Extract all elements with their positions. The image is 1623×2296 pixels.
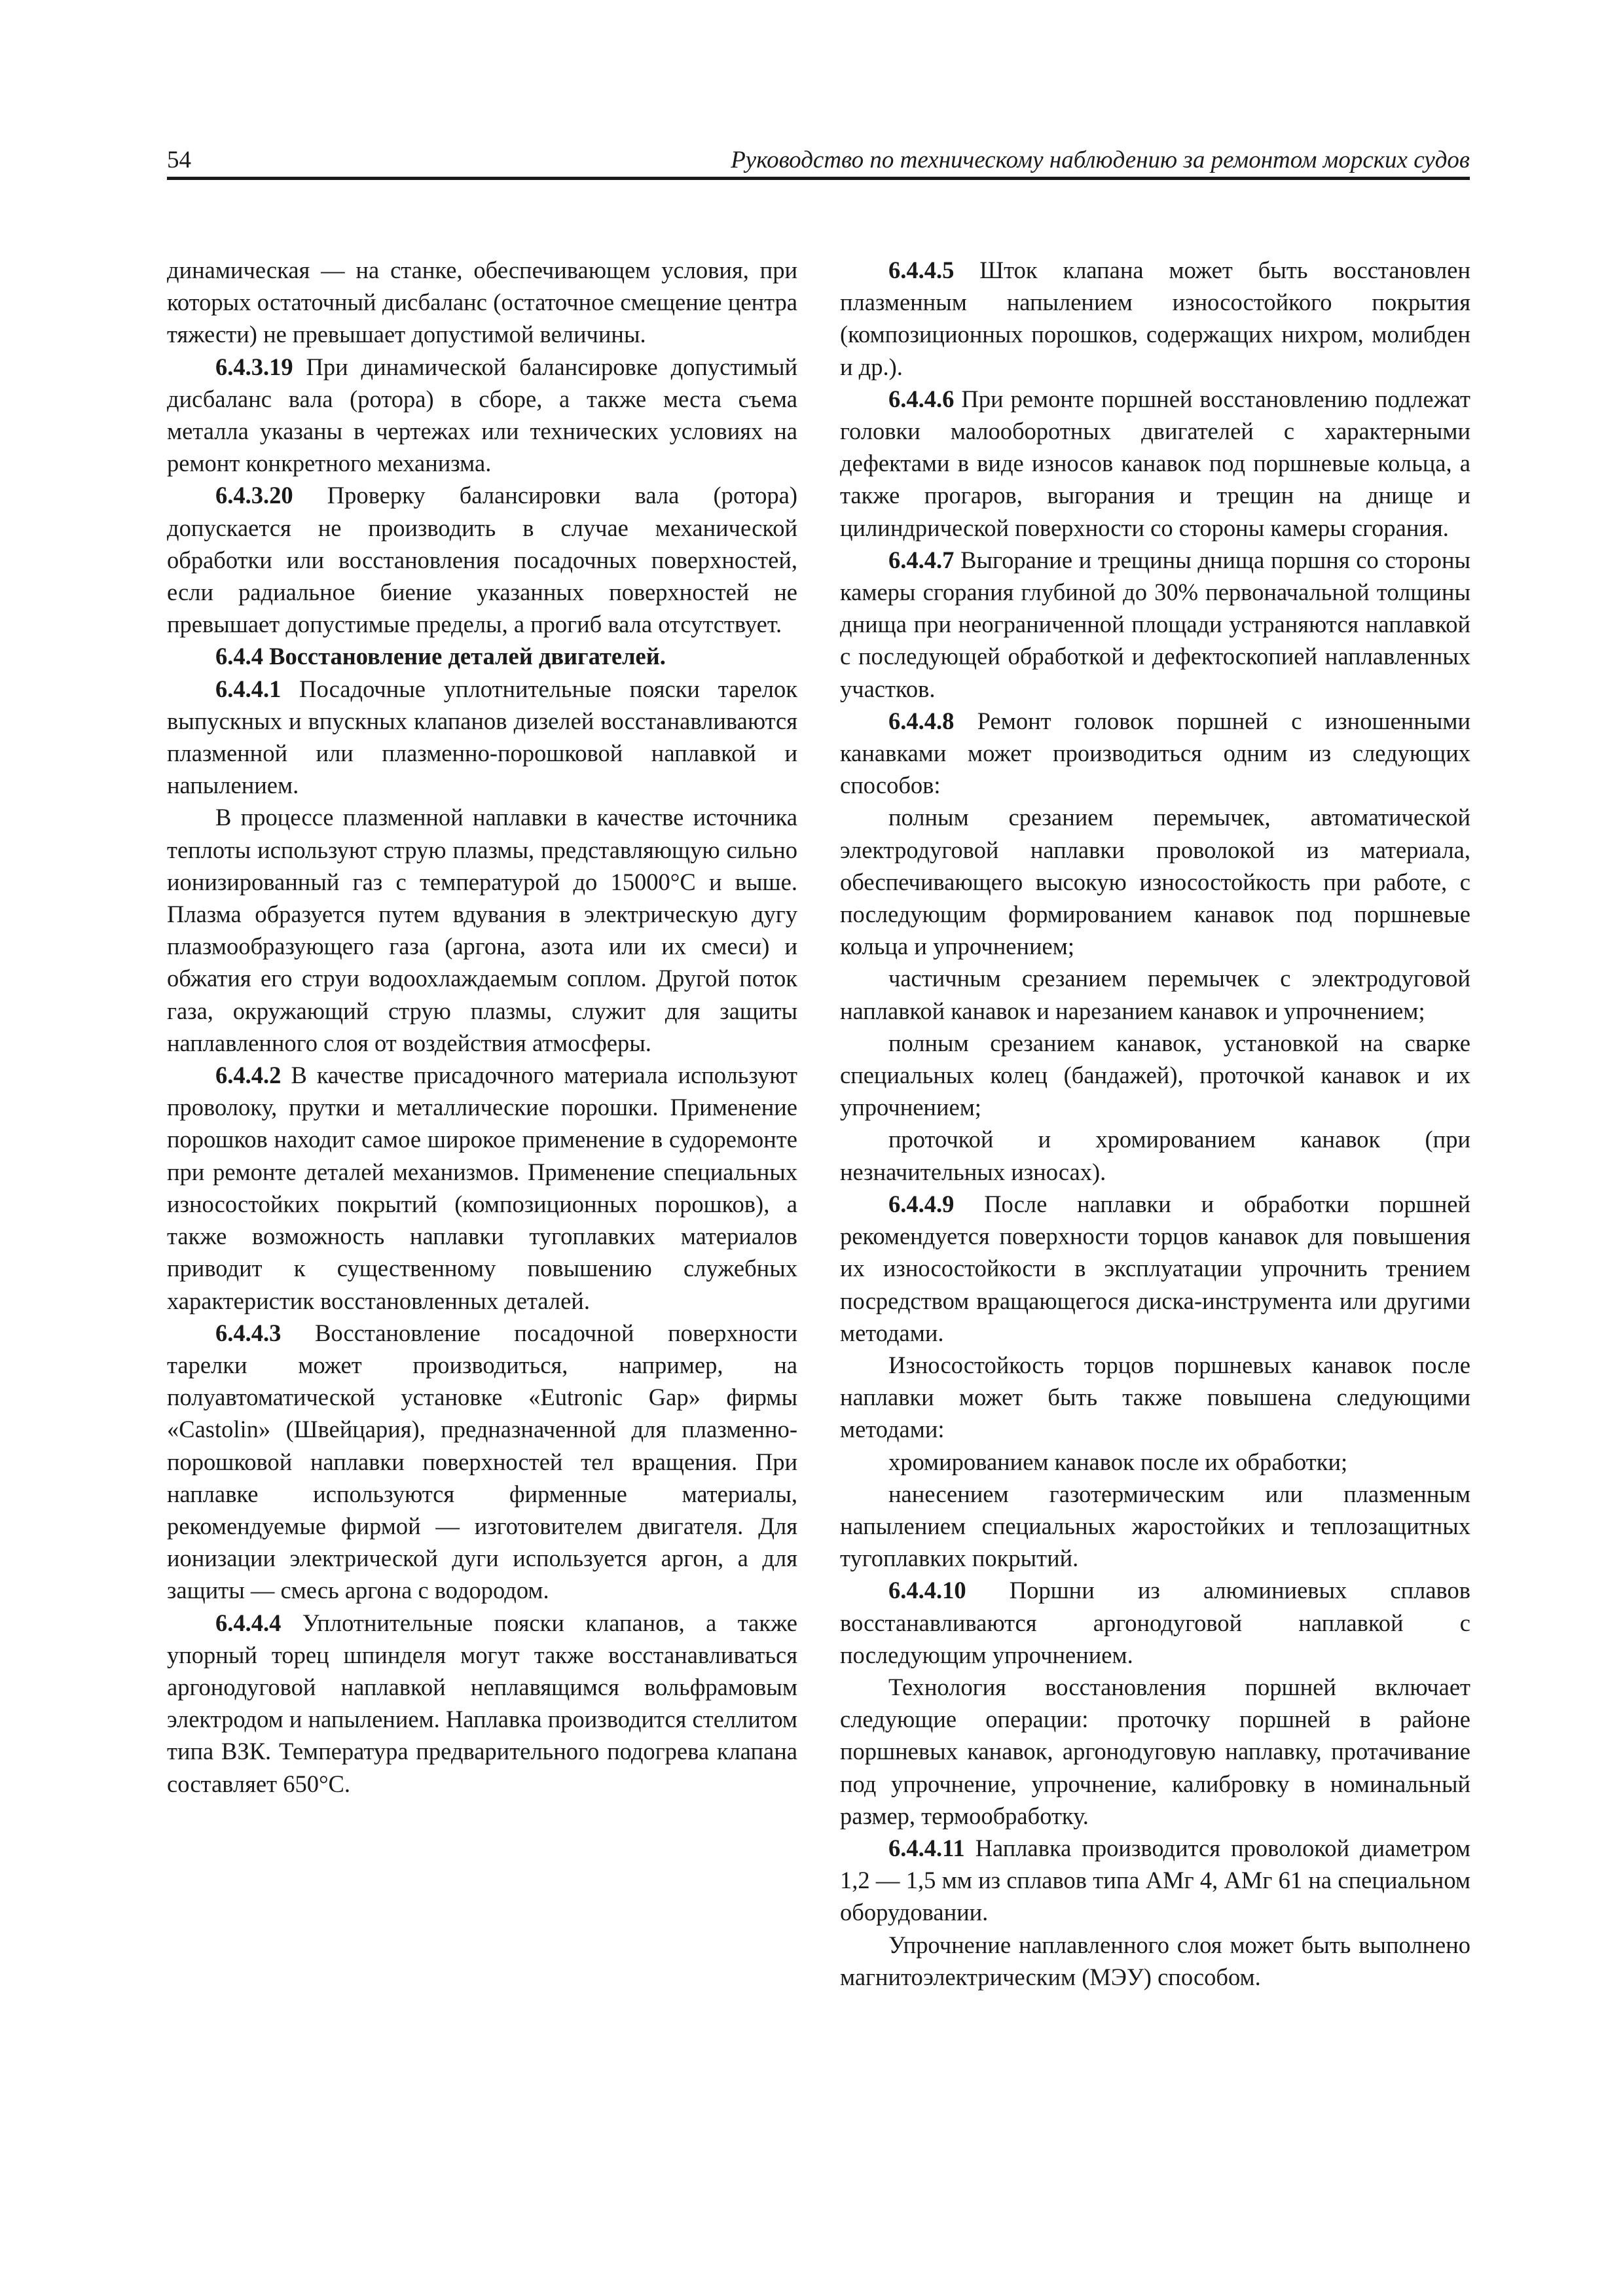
right-column (840, 254, 1470, 1993)
clause-text: Шток клапана может быть восстановлен плазменным напылением износостойкого покрытия (композиционных порошков, содержащих нихром, молибден и др.). (840, 257, 1470, 380)
clause-text: Выгорание и трещины днища поршня со стороны камеры сгорания глубиной до 30% первоначальной толщины днища при неограниченной площади устраняются наплавкой с последующей обработкой и дефектоскопией наплавленных участков. (840, 546, 1470, 702)
clause-number: 6.4.3.20 (215, 482, 293, 509)
clause-number: 6.4.4.5 (888, 257, 955, 283)
paragraph-6-4-4-9 (840, 1188, 1470, 1349)
page-header (167, 141, 1470, 180)
paragraph: Износостойкость торцов поршневых канавок после наплавки может быть также повышена следующими методами: (840, 1351, 1470, 1443)
clause-number: 6.4.4.1 (215, 675, 282, 702)
paragraph: динамическая — на станке, обеспечивающем условия, при которых остаточный дисбаланс (остаточное смещение центра тяжести) не превышает допустимой величины. (167, 257, 797, 348)
clause-text: Восстановление посадочной поверхности тарелки может производиться, например, на полуавтоматической установке «Eutronic Gap» фирмы «Castolin» (Швейцария), предназначенной для плазменно-порошковой наплавки поверхностей тел вращения. При наплавке используются фирменные материалы, рекомендуемые фирмой — изготовителем двигателя. Для ионизации электрической дуги используется аргон, а для защиты — смесь аргона с водородом. (167, 1319, 797, 1604)
clause-text: Посадочные уплотнительные пояски тарелок выпускных и впускных клапанов дизелей восстанавливаются плазменной или плазменно-порошковой наплавкой и напылением. (167, 675, 797, 799)
clause-number: 6.4.4.6 (888, 385, 955, 412)
running-title: Руководство по техническому наблюдению за ремонтом морских судов (731, 147, 1470, 173)
paragraph-6-4-4-5 (840, 254, 1470, 383)
list-item: хромированием канавок после их обработки; (888, 1448, 1348, 1475)
paragraph-6-4-4-3 (167, 1317, 797, 1607)
list-item: полным срезанием перемычек, автоматической электродуговой наплавки проволокой из материала, обеспечивающего высокую износостойкость при работе, с последующим формированием канавок под поршневые кольца и упрочнением; (840, 804, 1470, 960)
paragraph-6-4-4-8 (840, 705, 1470, 802)
list-item: полным срезанием канавок, установкой на сварке специальных колец (бандажей), проточкой канавок и их упрочнением; (840, 1029, 1470, 1121)
paragraph-6-4-4-7 (840, 544, 1470, 705)
clause-text: В качестве присадочного материала используют проволоку, прутки и металлические порошки. Применение порошков находит самое широкое применение в судоремонте при ремонте деталей механизмов. Применение специальных износостойких покрытий (композиционных порошков), а также возможность наплавки тугоплавких материалов приводит к существенному повышению служебных характеристик восстановленных деталей. (167, 1062, 798, 1314)
section-heading-6-4-4: 6.4.4 Восстановление деталей двигателей. (215, 643, 666, 670)
clause-number: 6.4.4.11 (888, 1834, 965, 1861)
clause-text: Ремонт головок поршней с изношенными канавками может производиться одним из следующих способов: (840, 707, 1470, 799)
clause-number: 6.4.4.7 (888, 546, 955, 573)
clause-number: 6.4.4.4 (215, 1609, 282, 1636)
clause-number: 6.4.4.8 (888, 707, 955, 734)
clause-text: Поршни из алюминиевых сплавов восстанавливаются аргонодуговой наплавкой с последующим упрочнением. (840, 1577, 1471, 1668)
clause-number: 6.4.4.10 (888, 1577, 966, 1604)
paragraph: В процессе плазменной наплавки в качестве источника теплоты используют струю плазмы, представляющую сильно ионизированный газ с температурой до 15000°С и выше. Плазма образуется путем вдувания в электрическую дугу плазмообразующего газа (аргона, азота или их смеси) и обжатия его струи водоохлаждаемым соплом. Другой поток газа, окружающий струю плазмы, служит для защиты наплавленного слоя от воздействия атмосферы. (167, 804, 797, 1056)
paragraph-6-4-4-4 (167, 1607, 797, 1800)
clause-number: 6.4.4.2 (215, 1062, 282, 1089)
clause-number: 6.4.3.19 (215, 353, 293, 380)
header-rule (167, 177, 1470, 180)
paragraph-6-4-4-1 (167, 673, 797, 802)
clause-text: Уплотнительные пояски клапанов, а также упорный торец шпинделя могут также восстанавливаться аргонодуговой наплавкой неплавящимся вольфрамовым электродом и напылением. Наплавка производится стеллитом типа ВЗК. Температура предварительного подогрева клапана составляет 650°С. (167, 1609, 798, 1797)
paragraph-6-4-3-19 (167, 351, 797, 480)
paragraph: Упрочнение наплавленного слоя может быть выполнено магнитоэлектрическим (МЭУ) способом. (840, 1931, 1470, 1990)
paragraph-6-4-4-10 (840, 1574, 1470, 1671)
left-column (167, 254, 797, 1800)
clause-number: 6.4.4.9 (888, 1190, 955, 1217)
clause-text: При ремонте поршней восстановлению подлежат головки малооборотных двигателей с характерными дефектами в виде износов канавок под поршневые кольца, а также прогаров, выгорания и трещин на днище и цилиндрической поверхности со стороны камеры сгорания. (840, 385, 1471, 541)
clause-text: При динамической балансировке допустимый дисбаланс вала (ротора) в сборе, а также места съема металла указаны в чертежах или технических условиях на ремонт конкретного механизма. (167, 353, 798, 477)
clause-number: 6.4.4.3 (215, 1319, 282, 1346)
list-item: нанесением газотермическим или плазменным напылением специальных жаростойких и теплозащитных тугоплавких покрытий. (840, 1480, 1470, 1572)
paragraph-6-4-3-20 (167, 479, 797, 640)
paragraph-6-4-4-6 (840, 383, 1470, 544)
paragraph-6-4-4-11 (840, 1832, 1470, 1929)
list-item: частичным срезанием перемычек с электродуговой наплавкой канавок и нарезанием канавок и упрочнением; (840, 965, 1470, 1024)
paragraph: Технология восстановления поршней включает следующие операции: проточку поршней в районе поршневых канавок, аргонодуговую наплавку, протачивание под упрочнение, упрочнение, калибровку в номинальный размер, термообработку. (840, 1673, 1470, 1829)
page-number: 54 (167, 147, 191, 173)
clause-text: После наплавки и обработки поршней рекомендуется поверхности торцов канавок для повышения их износостойкости в эксплуатации упрочнить трением посредством вращающегося диска-инструмента или другими методами. (840, 1190, 1471, 1346)
paragraph-6-4-4-2 (167, 1059, 797, 1317)
clause-text: Проверку балансировки вала (ротора) допускается не производить в случае механической обработки или восстановления посадочных поверхностей, если радиальное биение указанных поверхностей не превышает допустимые пределы, а прогиб вала отсутствует. (167, 482, 797, 638)
clause-text: Наплавка производится проволокой диаметром 1,2 — 1,5 мм из сплавов типа АМг 4, АМг 61 на специальном оборудовании. (840, 1834, 1470, 1926)
list-item: проточкой и хромированием канавок (при незначительных износах). (840, 1126, 1470, 1185)
